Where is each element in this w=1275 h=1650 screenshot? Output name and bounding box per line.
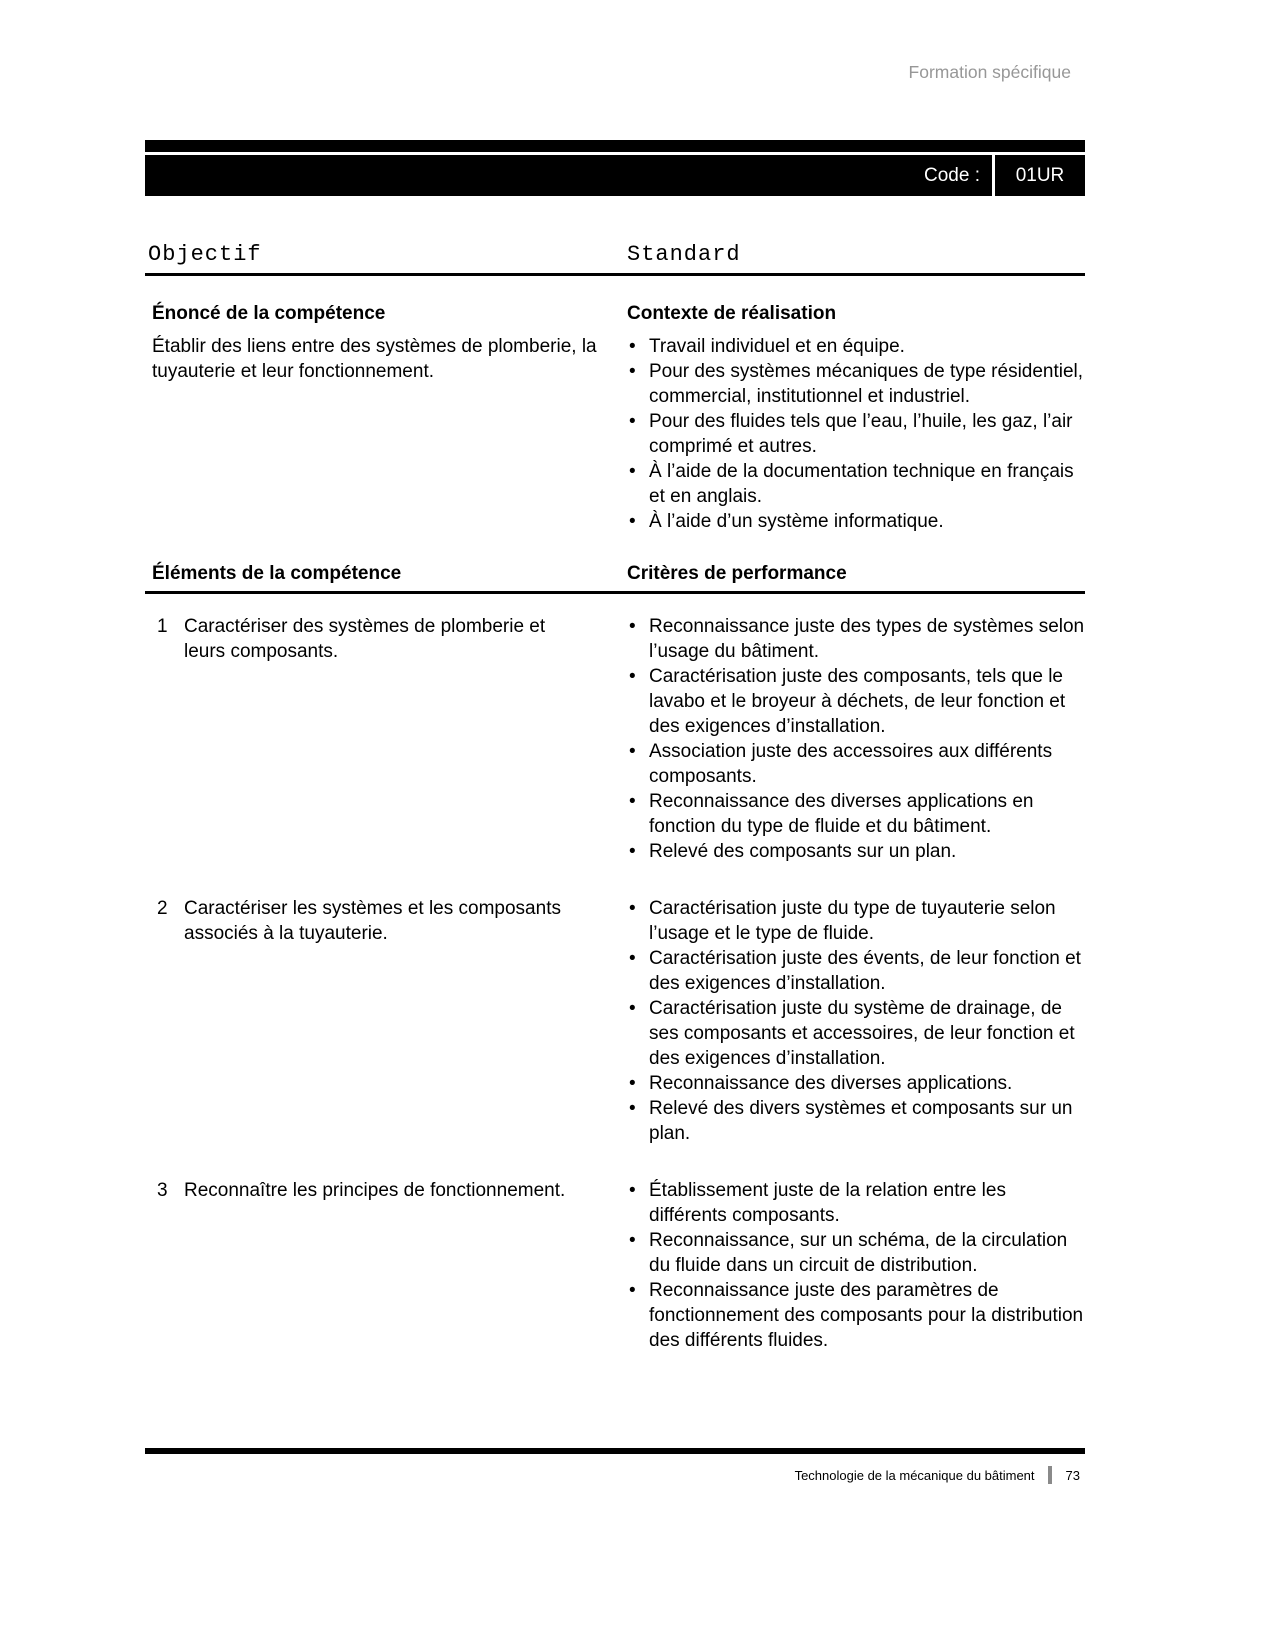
code-bar-content [924,155,1085,196]
header-rule [145,273,1085,276]
element-statement [148,614,627,864]
contexte-item: • À l’aide d’un système informatique. [627,509,1085,534]
page-footer [145,1448,1085,1484]
criteres-title: Critères de performance [627,563,847,584]
page [145,0,1085,1650]
enonce-title: Énoncé de la compétence [152,303,386,324]
criteria-item: • Relevé des composants sur un plan. [627,839,1085,864]
criteria-item: • Caractérisation juste du type de tuyauterie selon l’usage et le type de fluide. [627,896,1085,946]
column-headers [145,242,1085,268]
footer-line [145,1466,1085,1484]
footer-text: Technologie de la mécanique du bâtiment [794,1467,1035,1483]
code-label: Code : [924,164,980,186]
criteria-item: • Association juste des accessoires aux différents composants. [627,739,1085,789]
criteria-list [627,614,1085,864]
criteria-item: • Caractérisation juste des composants, tels que le lavabo et le broyeur à déchets, de leur fonction et des exigences d’installation. [627,664,1085,739]
criteria-block [627,1178,1085,1353]
criteria-item: • Reconnaissance, sur un schéma, de la circulation du fluide dans un circuit de distribution. [627,1228,1085,1278]
criteria-item: • Reconnaissance des diverses applications en fonction du type de fluide et du bâtiment. [627,789,1085,839]
code-bar [145,140,1085,196]
elements-rule [145,591,1085,594]
column-header-objectif: Objectif [148,242,262,267]
element-row [145,614,1085,864]
element-number: 2 [157,898,168,919]
column-header-standard: Standard [627,242,741,267]
criteria-item: • Caractérisation juste du système de drainage, de ses composants et accessoires, de leur fonction et des exigences d’installation. [627,996,1085,1071]
contexte-item: • Pour des fluides tels que l’eau, l’huile, les gaz, l’air comprimé et autres. [627,409,1085,459]
footer-divider [1048,1466,1052,1484]
criteria-item: • Caractérisation juste des évents, de leur fonction et des exigences d’installation. [627,946,1085,996]
criteria-item: • Reconnaissance des diverses applications. [627,1071,1085,1096]
element-number: 3 [157,1180,168,1201]
element-row [145,1178,1085,1353]
code-value: 01UR [1015,164,1065,186]
contexte-block [627,302,1085,534]
footer-rule [145,1448,1085,1454]
criteria-block [627,614,1085,864]
enonce-block [148,302,627,534]
criteria-item: • Relevé des divers systèmes et composants sur un plan. [627,1096,1085,1146]
contexte-item: • Travail individuel et en équipe. [627,334,1085,359]
element-statement [148,896,627,1146]
contexte-title: Contexte de réalisation [627,303,837,324]
contexte-list [627,334,1085,534]
element-text: Caractériser des systèmes de plomberie et leurs composants. [184,616,546,662]
criteria-item: • Reconnaissance juste des types de systèmes selon l’usage du bâtiment. [627,614,1085,664]
element-number: 1 [157,616,168,637]
criteria-list [627,896,1085,1146]
criteria-block [627,896,1085,1146]
criteria-list [627,1178,1085,1353]
contexte-item: • Pour des systèmes mécaniques de type résidentiel, commercial, institutionnel et industriel. [627,359,1085,409]
enonce-text: Établir des liens entre des systèmes de plomberie, la tuyauterie et leur fonctionnement. [152,336,597,382]
criteria-item: • Reconnaissance juste des paramètres de fonctionnement des composants pour la distribution des différents fluides. [627,1278,1085,1353]
criteria-item: • Établissement juste de la relation entre les différents composants. [627,1178,1085,1228]
element-statement [148,1178,627,1353]
page-number: 73 [1065,1467,1080,1483]
competence-section [145,302,1085,534]
element-text: Caractériser les systèmes et les composants associés à la tuyauterie. [184,898,561,944]
elements-title: Éléments de la compétence [152,563,402,584]
elements-header-row [145,562,1085,586]
formation-label: Formation spécifique [908,62,1071,82]
element-row [145,896,1085,1146]
element-text: Reconnaître les principes de fonctionnement. [184,1180,566,1201]
contexte-item: • À l’aide de la documentation technique en français et en anglais. [627,459,1085,509]
